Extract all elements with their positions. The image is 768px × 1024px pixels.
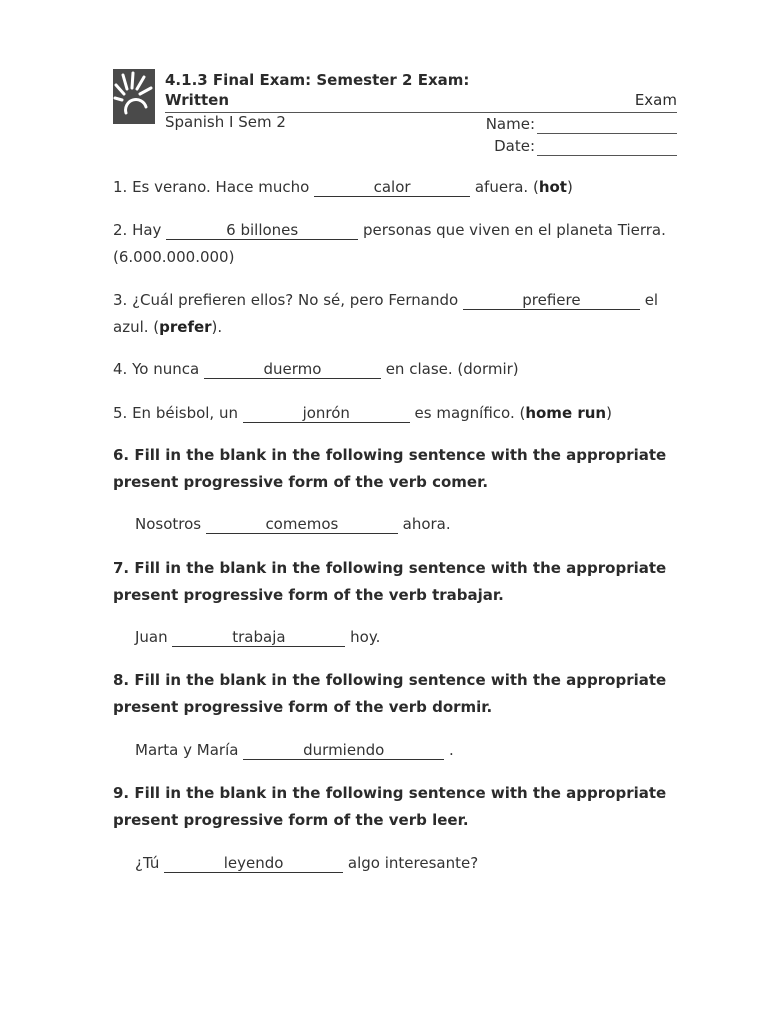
- answer-blank: comemos: [206, 515, 398, 534]
- question-5: 5. En béisbol, un jonrón es magnífico. (home run): [113, 404, 612, 422]
- exam-type-label: Exam: [634, 91, 677, 109]
- answer-blank: calor: [314, 178, 470, 197]
- answer-blank: prefiere: [463, 291, 640, 310]
- answer-blank: leyendo: [164, 854, 343, 873]
- answer-blank: jonrón: [243, 404, 410, 423]
- date-field: [494, 136, 677, 156]
- answer-blank: 6 billones: [166, 221, 358, 240]
- question-3: 3. ¿Cuál prefieren ellos? No sé, pero Fernando prefiere el azul. (prefer).: [113, 291, 659, 336]
- question-6: Nosotros comemos ahora.: [135, 515, 451, 533]
- question-8-instruction: 8. Fill in the blank in the following sentence with the appropriate present progressive form of the verb dormir.: [113, 671, 667, 716]
- date-input-line[interactable]: [537, 137, 677, 156]
- question-9: ¿Tú leyendo algo interesante?: [135, 854, 479, 872]
- name-input-line[interactable]: [537, 115, 677, 134]
- name-field: [486, 114, 677, 134]
- question-7-instruction: 7. Fill in the blank in the following sentence with the appropriate present progressive form of the verb trabajar.: [113, 559, 667, 604]
- question-8: Marta y María durmiendo .: [135, 741, 454, 759]
- question-9-instruction: 9. Fill in the blank in the following sentence with the appropriate present progressive form of the verb leer.: [113, 784, 667, 829]
- question-1: 1. Es verano. Hace mucho calor afuera. (hot): [113, 178, 573, 196]
- sun-logo-icon: [113, 69, 155, 124]
- date-label: Date:: [494, 137, 535, 155]
- answer-blank: duermo: [204, 360, 381, 379]
- question-6-instruction: 6. Fill in the blank in the following sentence with the appropriate present progressive form of the verb comer.: [113, 446, 667, 491]
- question-2: 2. Hay 6 billones personas que viven en el planeta Tierra. (6.000.000.000): [113, 221, 666, 266]
- name-label: Name:: [485, 115, 535, 133]
- answer-blank: trabaja: [172, 628, 345, 647]
- question-4: 4. Yo nunca duermo en clase. (dormir): [113, 360, 519, 378]
- exam-title: 4.1.3 Final Exam: Semester 2 Exam: Written: [165, 71, 470, 109]
- course-name: Spanish I Sem 2: [165, 113, 286, 131]
- question-7: Juan trabaja hoy.: [135, 628, 381, 646]
- answer-blank: durmiendo: [243, 741, 444, 760]
